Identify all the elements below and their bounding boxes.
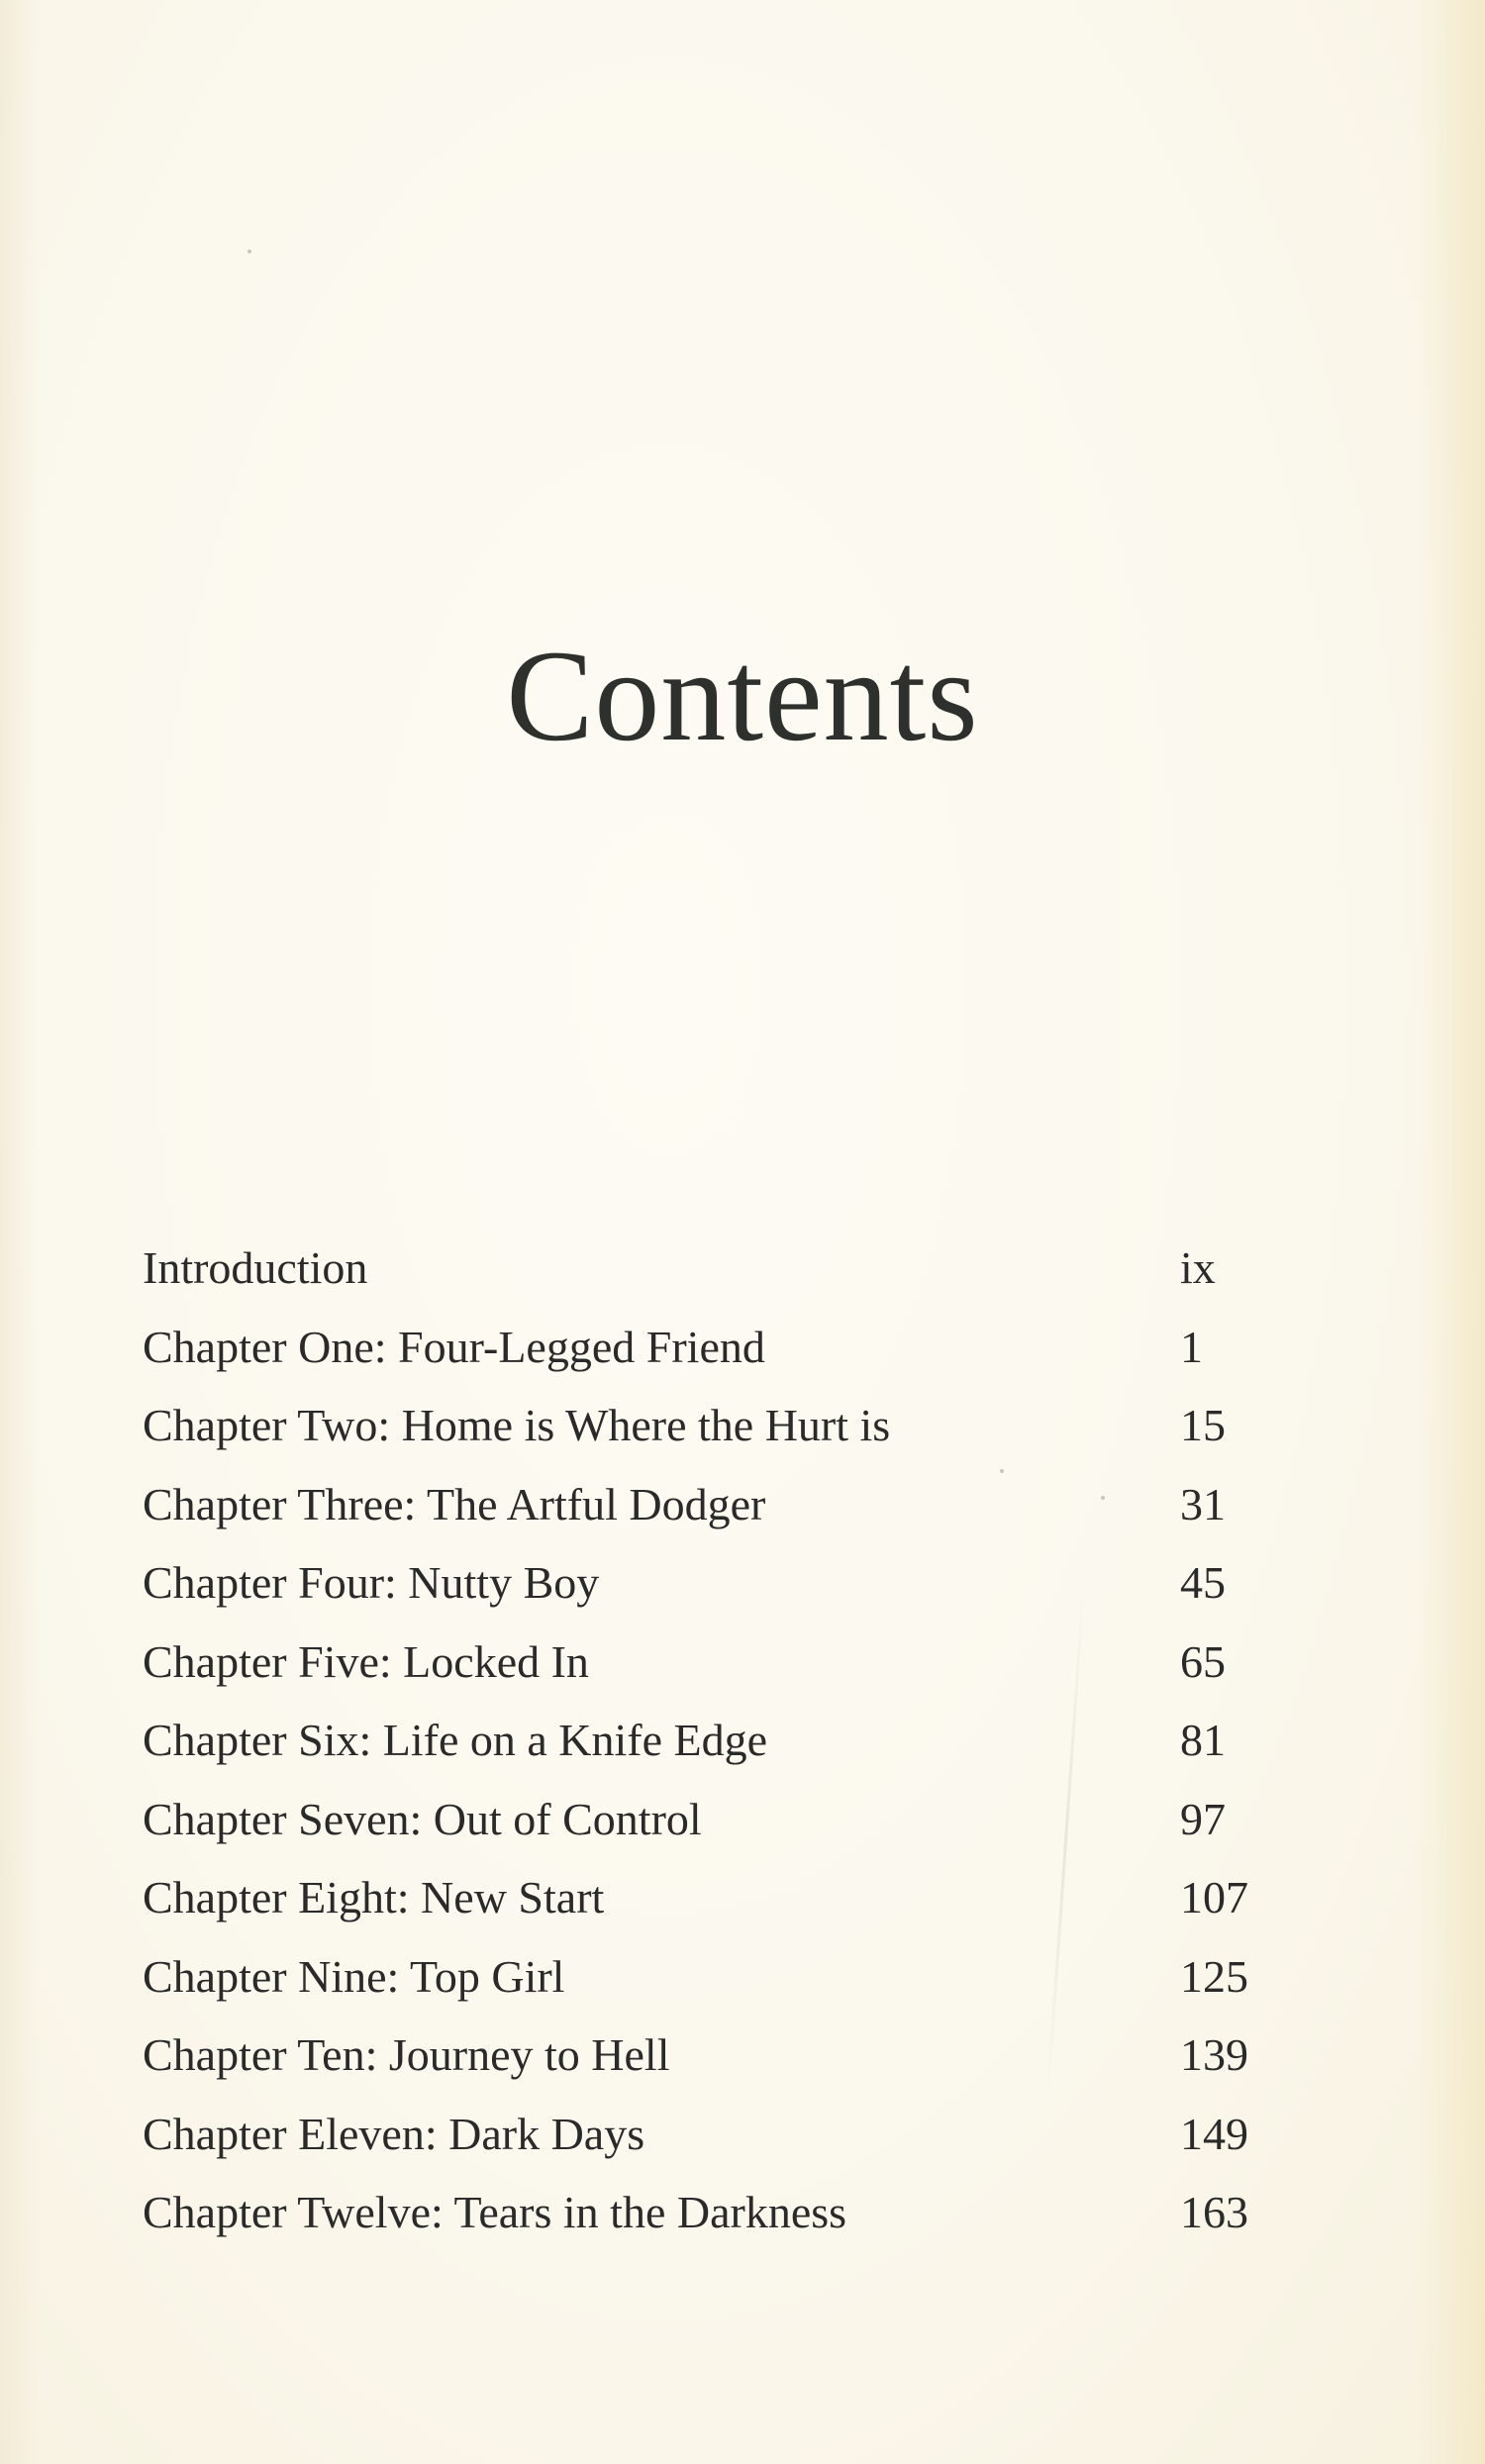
toc-entry-title: Chapter Six: Life on a Knife Edge [143, 1715, 768, 1765]
toc-entry-page: 139 [1180, 2029, 1248, 2080]
toc-entry-page: 125 [1180, 1950, 1248, 2002]
toc-entry-page: 81 [1180, 1715, 1226, 1765]
toc-entry-title: Chapter One: Four-Legged Friend [143, 1321, 765, 1372]
toc-entry-title: Chapter Two: Home is Where the Hurt is [143, 1400, 891, 1450]
toc-entry-title: Chapter Seven: Out of Control [143, 1793, 702, 1844]
toc-entry-page: ix [1180, 1242, 1216, 1293]
toc-entry-page: 107 [1180, 1872, 1248, 1922]
toc-entry-page: 163 [1180, 2187, 1248, 2237]
toc-entry-chapter-eight[interactable] [143, 1862, 1281, 1941]
toc-entry-introduction[interactable] [143, 1232, 1281, 1312]
toc-entry-title: Chapter Three: The Artful Dodger [143, 1478, 766, 1529]
toc-entry-page: 97 [1180, 1793, 1226, 1844]
toc-entry-title: Introduction [143, 1242, 368, 1293]
page-shadow-left [0, 0, 40, 2464]
table-of-contents [143, 1232, 1281, 2256]
toc-entry-chapter-one[interactable] [143, 1312, 1281, 1391]
toc-entry-chapter-nine[interactable] [143, 1941, 1281, 2020]
page-shadow-right [1416, 0, 1485, 2464]
toc-entry-title: Chapter Twelve: Tears in the Darkness [143, 2187, 847, 2237]
toc-entry-title: Chapter Nine: Top Girl [143, 1950, 565, 2002]
toc-entry-chapter-five[interactable] [143, 1626, 1281, 1706]
toc-entry-chapter-four[interactable] [143, 1547, 1281, 1626]
toc-entry-chapter-two[interactable] [143, 1390, 1281, 1469]
toc-entry-chapter-seven[interactable] [143, 1784, 1281, 1863]
toc-entry-page: 65 [1180, 1635, 1226, 1687]
toc-entry-title: Chapter Eleven: Dark Days [143, 2108, 645, 2159]
toc-entry-page: 31 [1180, 1478, 1226, 1529]
toc-entry-page: 15 [1180, 1400, 1226, 1450]
toc-entry-title: Chapter Five: Locked In [143, 1635, 589, 1687]
toc-entry-page: 149 [1180, 2108, 1248, 2159]
toc-entry-chapter-eleven[interactable] [143, 2099, 1281, 2178]
toc-entry-chapter-six[interactable] [143, 1705, 1281, 1784]
page-title: Contents [506, 623, 979, 768]
toc-entry-chapter-three[interactable] [143, 1469, 1281, 1548]
toc-entry-title: Chapter Four: Nutty Boy [143, 1557, 600, 1608]
toc-entry-title: Chapter Eight: New Start [143, 1872, 605, 1922]
paper-speck [248, 249, 251, 253]
toc-entry-page: 1 [1180, 1321, 1203, 1372]
toc-entry-title: Chapter Ten: Journey to Hell [143, 2029, 670, 2080]
toc-entry-chapter-twelve[interactable] [143, 2177, 1281, 2256]
toc-entry-page: 45 [1180, 1557, 1226, 1608]
toc-entry-chapter-ten[interactable] [143, 2020, 1281, 2099]
